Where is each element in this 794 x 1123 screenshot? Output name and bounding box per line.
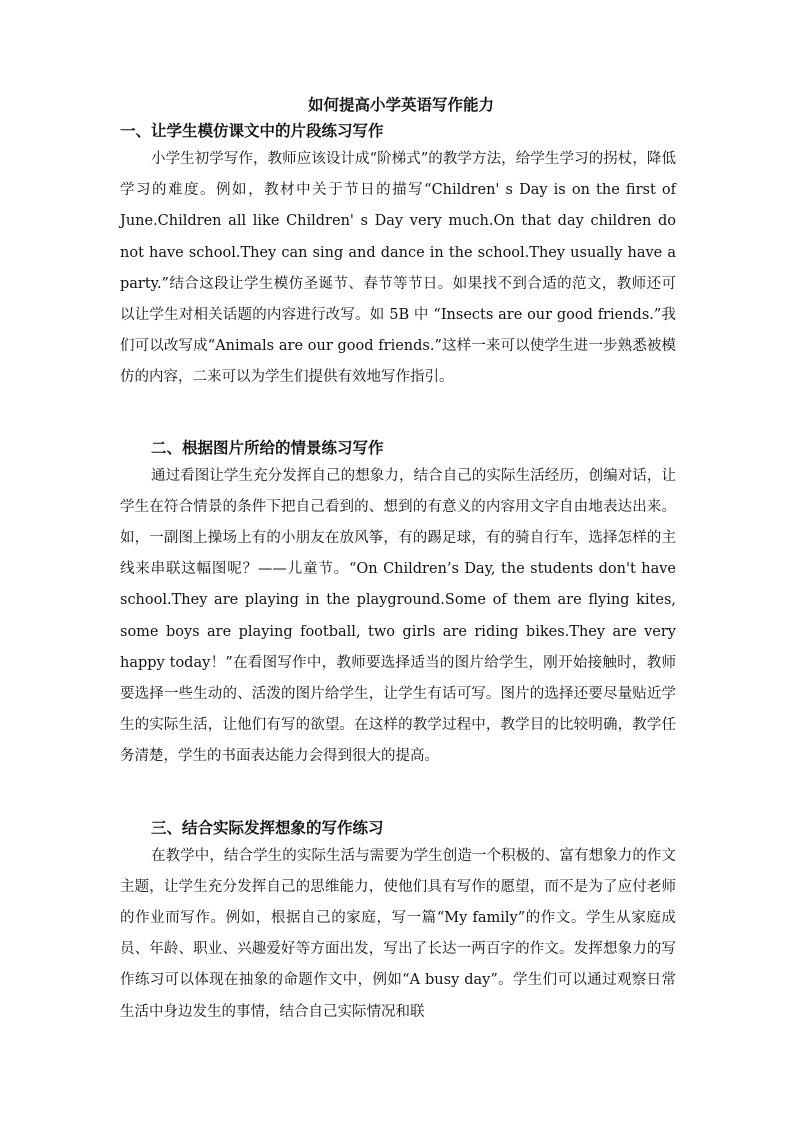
section-3-paragraph: 在教学中，结合学生的实际生活与需要为学生创造一个积极的、富有想象力的作文主题，让学生充分发挥自己的思维能力，使他们具有写作的愿望，而不是为了应付老师的作业而写作。例如，根据自己的家庭，写一篇“My family”的作文。学生从家庭成员、年龄、职业、兴趣爱好等方面出发，写出了长达一两百字的作文。发挥想象力的写作练习可以体现在抽象的命题作文中，例如“A busy day”。学生们可以通过观察日常生活中身边发生的事情，结合自己实际情况和联 <box>120 847 676 1020</box>
document-page <box>120 92 676 1028</box>
section-2-heading: 二、根据图片所给的情景练习写作 <box>151 437 384 457</box>
section-2-paragraph: 通过看图让学生充分发挥自己的想象力，结合自己的实际生活经历，创编对话，让学生在符合情景的条件下把自己看到的、想到的有意义的内容用文字自由地表达出来。如，一副图上操场上有的小朋友在放风筝，有的踢足球，有的骑自行车，选择怎样的主线来串联这幅图呢？——儿童节。“On Children’s Day, the students don't have school.They are playing in the playground.Some of them are flying kites, some boys are playing football, two girls are riding bikes.They are very happy today！”在看图写作中，教师要选择适当的图片给学生，刚开始接触时，教师要选择一些生动的、活泼的图片给学生，让学生有话可写。图片的选择还要尽量贴近学生的实际生活，让他们有写的欲望。在这样的教学过程中，教学目的比较明确，教学任务清楚，学生的书面表达能力会得到很大的提高。 <box>120 467 676 765</box>
section-3-heading: 三、结合实际发挥想象的写作练习 <box>151 817 384 837</box>
section-spacer <box>120 773 676 815</box>
section-1-heading: 一、让学生模仿课文中的片段练习写作 <box>120 121 384 140</box>
document-title: 如何提高小学英语写作能力 <box>307 95 494 114</box>
section-spacer <box>120 394 676 435</box>
section-1-paragraph: 小学生初学写作，教师应该设计成“阶梯式”的教学方法，给学生学习的拐杖，降低学习的难度。例如，教材中关于节日的描写“Children' s Day is on the first of June.Children all like Children' s Day very much.On that day children do not have school.They can sing and dance in the school.They usually have a party.”结合这段让学生模仿圣诞节、春节等节日。如果找不到合适的范文，教师还可以让学生对相关话题的内容进行改写。如 5B 中 “Insects are our good friends.”我们可以改写成“Animals are our good friends.”这样一来可以使学生进一步熟悉被模仿的内容，二来可以为学生们提供有效地写作指引。 <box>120 151 676 386</box>
